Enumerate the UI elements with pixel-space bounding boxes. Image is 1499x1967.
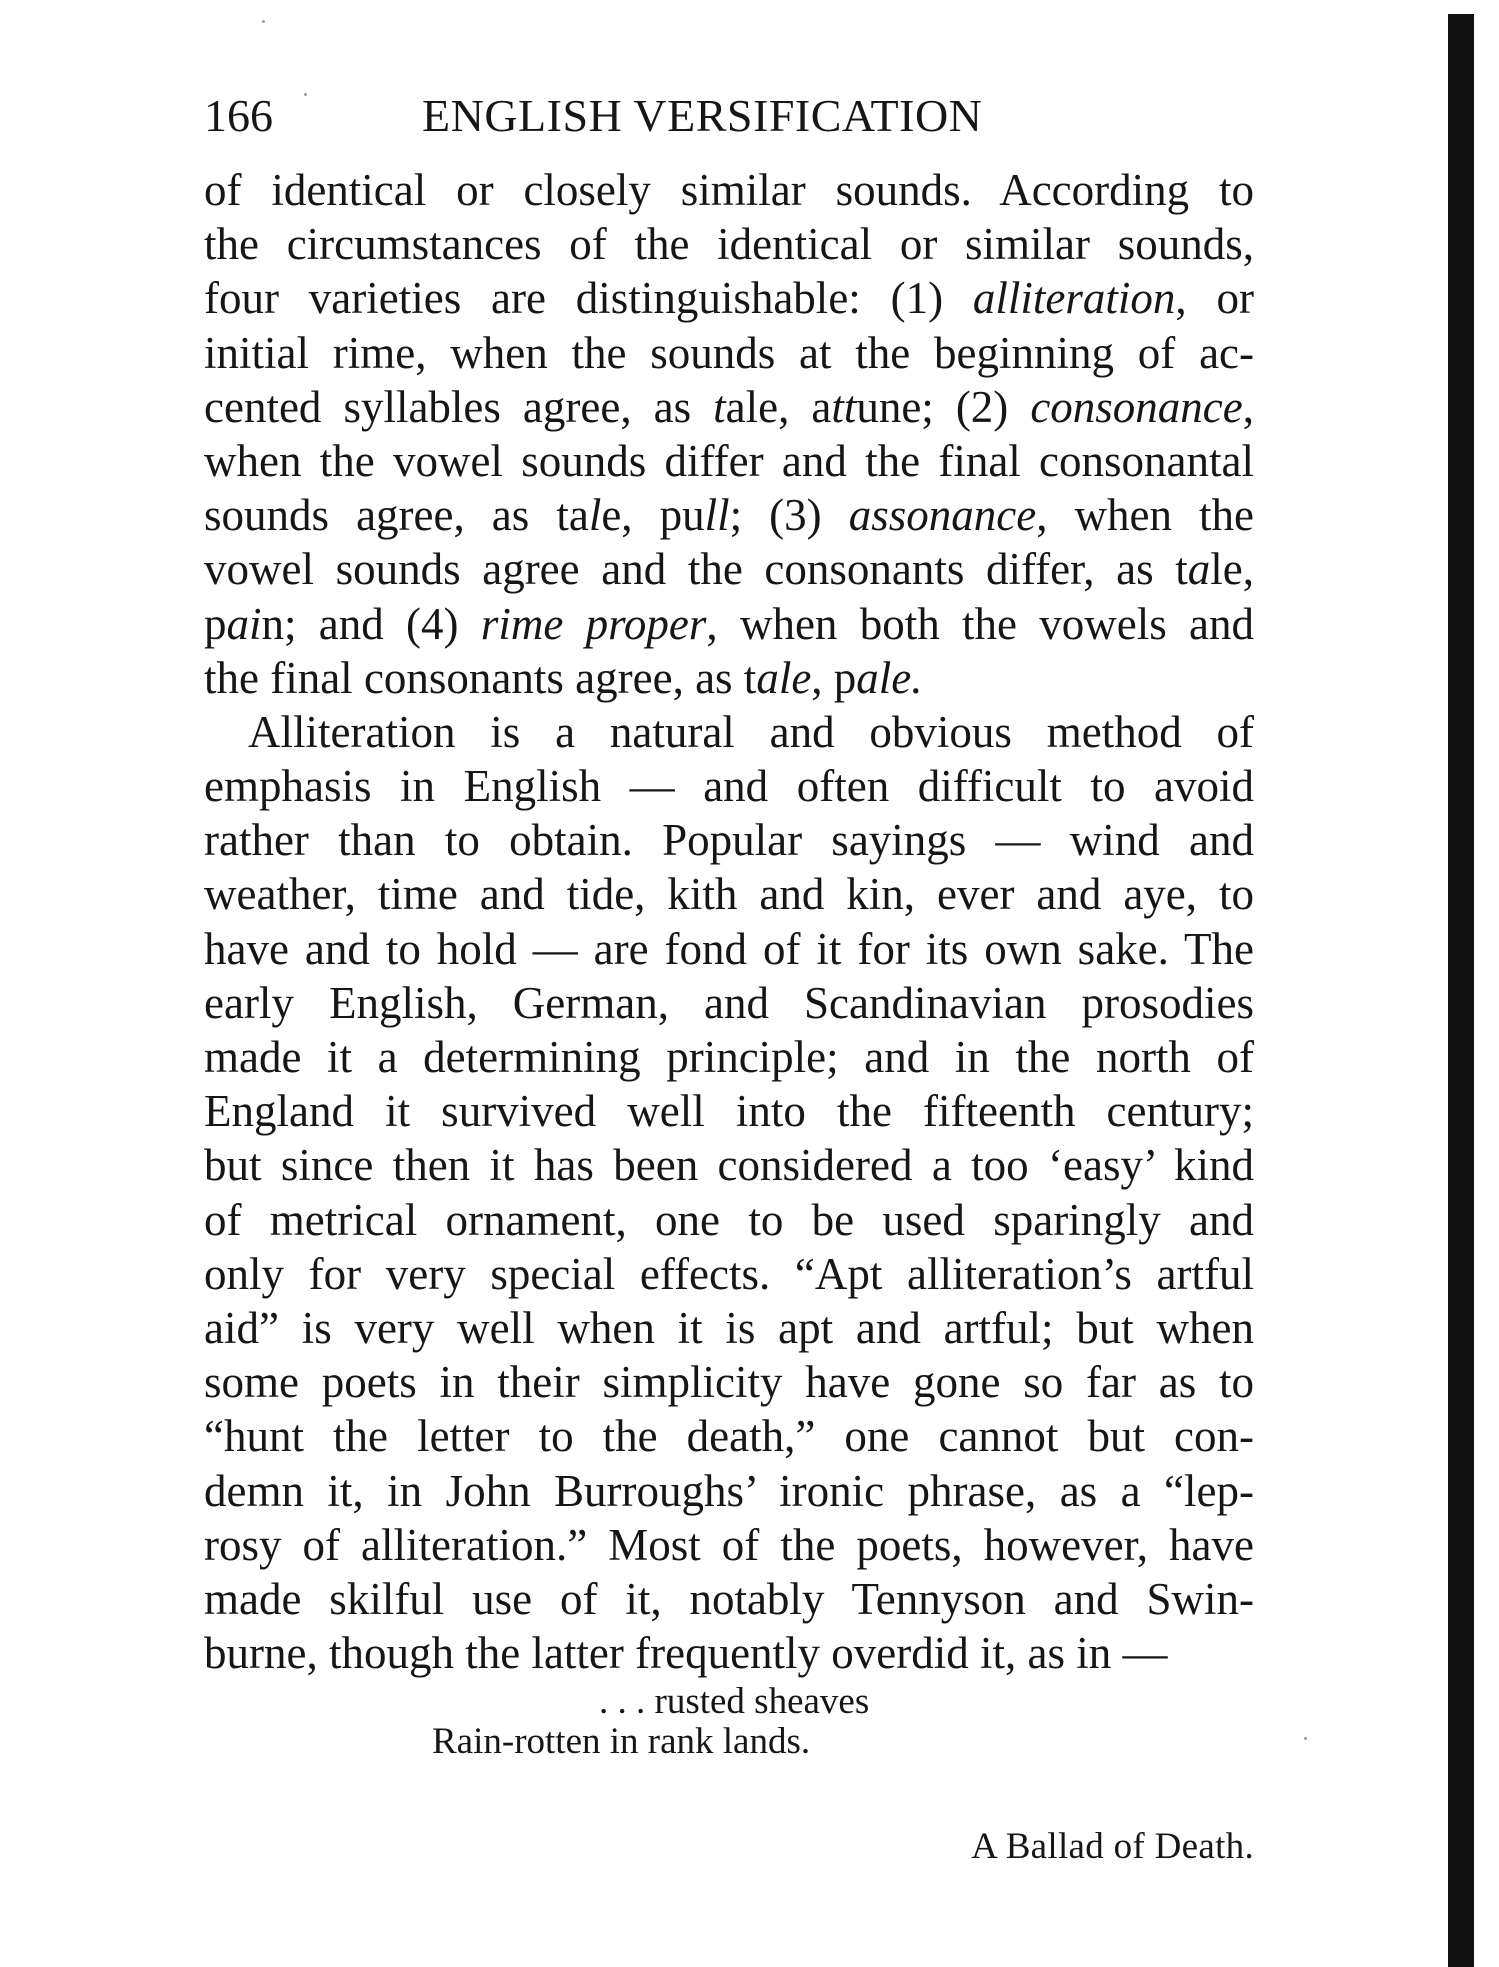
text-run: the final consonants agree, as t bbox=[204, 652, 757, 703]
speck bbox=[1304, 1737, 1307, 1740]
text-run: une; (2) bbox=[856, 381, 1031, 432]
text-run: aid” is very well when it is apt and artful; but when bbox=[204, 1302, 1254, 1353]
text-run: of identical or closely similar sounds. According to bbox=[204, 165, 1254, 215]
speck bbox=[262, 20, 265, 23]
text-line bbox=[204, 217, 1254, 271]
text-line bbox=[204, 922, 1254, 976]
text-run: have and to hold — are fond of it for its own sake. The bbox=[204, 923, 1254, 974]
italic-text: t bbox=[713, 381, 726, 432]
text-run: only for very special effects. “Apt alliteration’s artful bbox=[204, 1248, 1254, 1299]
italic-text: tt bbox=[831, 381, 857, 432]
text-line bbox=[204, 1626, 1254, 1680]
text-line bbox=[204, 597, 1254, 651]
text-run: weather, time and tide, kith and kin, ever and aye, to bbox=[204, 869, 1254, 920]
page-number: 166 bbox=[204, 90, 273, 141]
text-line bbox=[204, 380, 1254, 434]
text-run: demn it, in John Burroughs’ ironic phrase, as a “lep- bbox=[204, 1465, 1254, 1516]
italic-text: alliteration bbox=[972, 273, 1176, 324]
text-run: the circumstances of the identical or similar sounds, bbox=[204, 219, 1254, 270]
text-run: four varieties are distinguishable: (1) bbox=[204, 273, 973, 324]
text-run: n; and (4) bbox=[261, 598, 481, 649]
text-run: vowel sounds agree and the consonants differ, as t bbox=[204, 544, 1188, 595]
text-run: initial rime, when the sounds at the beginning of ac- bbox=[204, 327, 1254, 378]
text-run: rather than to obtain. Popular sayings — wind and bbox=[204, 815, 1254, 866]
text-line bbox=[204, 867, 1254, 921]
quotation-attribution: A Ballad of Death. bbox=[971, 1826, 1254, 1867]
text-run: sounds agree, as ta bbox=[204, 490, 589, 541]
text-line bbox=[204, 271, 1254, 325]
page-edge-shadow bbox=[1448, 14, 1474, 1967]
running-title: ENGLISH VERSIFICATION bbox=[422, 90, 983, 141]
text-line bbox=[204, 1355, 1254, 1409]
text-line bbox=[204, 651, 1254, 705]
text-line bbox=[204, 326, 1254, 380]
italic-text: a bbox=[1187, 544, 1211, 595]
body-text bbox=[204, 163, 1254, 1680]
text-line bbox=[204, 1193, 1254, 1247]
italic-text: ale. bbox=[856, 652, 923, 703]
italic-text: rime proper bbox=[480, 598, 707, 649]
text-run: p bbox=[204, 598, 227, 649]
text-line bbox=[204, 1464, 1254, 1518]
text-line bbox=[204, 705, 1254, 759]
text-line bbox=[204, 1572, 1254, 1626]
quotation-line: . . . rusted sheaves bbox=[599, 1681, 870, 1722]
text-run: made skilful use of it, notably Tennyson and Swin- bbox=[204, 1573, 1254, 1624]
text-line bbox=[204, 434, 1254, 488]
text-line bbox=[204, 1409, 1254, 1463]
text-line bbox=[204, 1084, 1254, 1138]
text-run: le, bbox=[1210, 544, 1254, 595]
text-line bbox=[204, 1247, 1254, 1301]
text-run: ; (3) bbox=[729, 490, 849, 541]
italic-text: assonance bbox=[848, 490, 1037, 541]
text-run: cented syllables agree, as bbox=[204, 381, 714, 432]
text-run: burne, though the latter frequently overdid it, as in — bbox=[204, 1628, 1168, 1679]
text-run: some poets in their simplicity have gone so far as to bbox=[204, 1357, 1254, 1408]
text-line bbox=[204, 488, 1254, 542]
text-line bbox=[204, 813, 1254, 867]
text-run: rosy of alliteration.” Most of the poets, however, have bbox=[204, 1519, 1254, 1570]
text-run: but since then it has been considered a too ‘easy’ kind bbox=[204, 1140, 1254, 1191]
text-run: early English, German, and Scandinavian prosodies bbox=[204, 977, 1254, 1028]
text-line bbox=[204, 759, 1254, 813]
text-run: England it survived well into the fifteenth century; bbox=[204, 1086, 1254, 1137]
italic-text: ai bbox=[226, 598, 262, 649]
italic-text: consonance bbox=[1030, 381, 1243, 432]
text-run: , p bbox=[811, 652, 857, 703]
text-run: “hunt the letter to the death,” one cannot but con- bbox=[204, 1411, 1254, 1462]
text-line bbox=[204, 542, 1254, 596]
text-run: when the vowel sounds differ and the final consonantal bbox=[204, 435, 1254, 486]
running-header bbox=[204, 86, 1254, 146]
text-line bbox=[204, 1138, 1254, 1192]
text-run: ale, a bbox=[725, 381, 832, 432]
italic-text: l bbox=[588, 490, 602, 541]
quotation-line: Rain-rotten in rank lands. bbox=[432, 1721, 811, 1762]
text-line bbox=[204, 1301, 1254, 1355]
text-run: , bbox=[1242, 381, 1254, 432]
text-run: , when the bbox=[1036, 490, 1254, 541]
text-run: Alliteration is a natural and obvious method of bbox=[248, 706, 1254, 757]
text-run: e, pu bbox=[601, 490, 705, 541]
text-run: , or bbox=[1175, 273, 1254, 324]
text-run: made it a determining principle; and in the north of bbox=[204, 1032, 1254, 1082]
italic-text: ale bbox=[756, 652, 812, 703]
text-run: , when both the vowels and bbox=[706, 598, 1254, 649]
text-line bbox=[204, 1518, 1254, 1572]
italic-text: ll bbox=[704, 490, 730, 541]
text-line bbox=[204, 163, 1254, 217]
text-run: emphasis in English — and often difficult to avoid bbox=[204, 761, 1254, 812]
text-line bbox=[204, 976, 1254, 1030]
text-run: of metrical ornament, one to be used sparingly and bbox=[204, 1194, 1254, 1245]
text-line bbox=[204, 1030, 1254, 1084]
